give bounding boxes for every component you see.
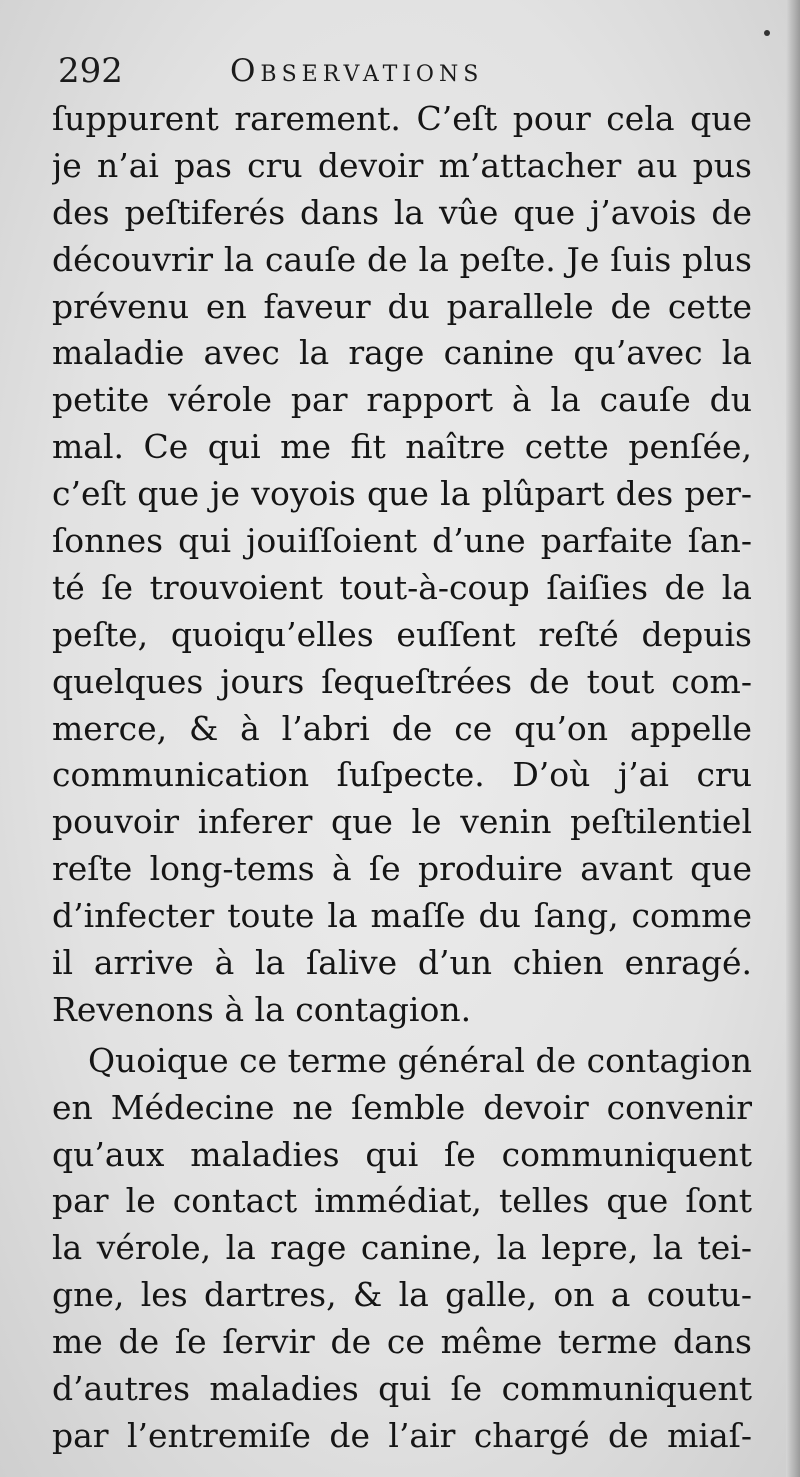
text-line: prévenu en faveur du parallele de cette xyxy=(52,286,752,326)
text-line: pouvoir inferer que le venin peſtilentiel xyxy=(52,802,752,842)
text-line: par le contact immédiat, telles que ſont xyxy=(52,1181,752,1221)
text-line: Quoique ce terme général de contagion xyxy=(88,1040,752,1080)
text-line: reſte long-tems à ſe produire avant que xyxy=(52,849,752,889)
text-line: il arrive à la ſalive d’un chien enragé. xyxy=(52,943,752,983)
text-line: gne, les dartres, & la galle, on a coutu- xyxy=(52,1275,752,1315)
text-line: d’infecter toute la maſſe du ſang, comme xyxy=(52,896,752,936)
text-line: en Médecine ne ſemble devoir convenir xyxy=(52,1087,752,1127)
text-line: par l’entremiſe de l’air chargé de miaſ- xyxy=(52,1415,752,1455)
text-line: me de ſe ſervir de ce même terme dans xyxy=(52,1322,752,1362)
running-head: Observations xyxy=(230,53,484,89)
text-line: la vérole, la rage canine, la lepre, la tei- xyxy=(52,1228,752,1268)
text-line: maladie avec la rage canine qu’avec la xyxy=(52,333,752,373)
page-edge-shadow xyxy=(786,0,800,1477)
ink-speck xyxy=(764,30,770,36)
text-line: ſonnes qui jouiſſoient d’une parfaite ſan- xyxy=(52,521,752,561)
text-line: qu’aux maladies qui ſe communiquent xyxy=(52,1134,752,1174)
text-line: merce, & à l’abri de ce qu’on appelle xyxy=(52,708,752,748)
text-line: découvrir la cauſe de la peſte. Je ſuis plus xyxy=(52,239,752,279)
paragraph-2 xyxy=(52,1038,752,1460)
page-header xyxy=(58,46,618,96)
body-text xyxy=(52,96,752,1460)
text-line: mal. Ce qui me fit naître cette penſée, xyxy=(52,427,752,467)
text-line: té ſe trouvoient tout-à-coup ſaiſies de la xyxy=(52,567,752,607)
text-line: peſte, quoiqu’elles euſſent reſté depuis xyxy=(52,614,752,654)
text-line: Revenons à la contagion. xyxy=(52,989,472,1029)
text-line: je n’ai pas cru devoir m’attacher au pus xyxy=(52,145,752,185)
text-line: quelques jours ſequeſtrées de tout com- xyxy=(52,661,752,701)
text-line: d’autres maladies qui ſe communiquent xyxy=(52,1369,752,1409)
text-line: c’eſt que je voyois que la plûpart des per- xyxy=(52,474,752,514)
page-number: 292 xyxy=(58,51,123,91)
text-line: petite vérole par rapport à la cauſe du xyxy=(52,380,752,420)
text-line: des peſtiferés dans la vûe que j’avois de xyxy=(52,192,752,232)
text-line: ſuppurent rarement. C’eſt pour cela que xyxy=(52,99,752,138)
paragraph-1 xyxy=(52,96,752,1034)
text-line: communication ſuſpecte. D’où j’ai cru xyxy=(52,755,752,795)
